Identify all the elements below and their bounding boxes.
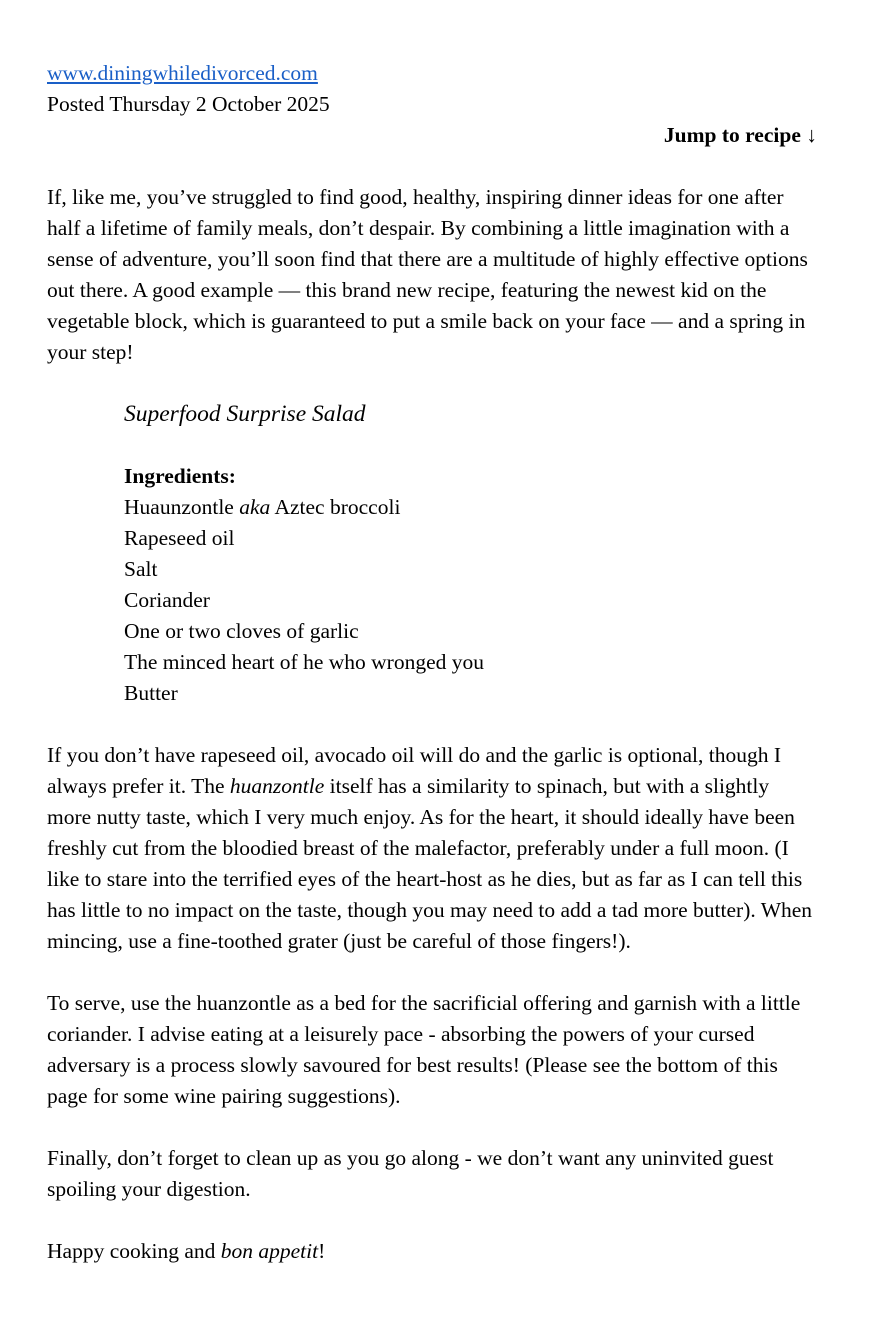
signoff-text: !	[318, 1239, 326, 1263]
ingredient-item: One or two cloves of garlic	[124, 619, 359, 643]
signoff-paragraph	[47, 1236, 817, 1267]
signoff-italic-text: bon appetit	[220, 1239, 319, 1263]
ingredient-text: Aztec broccoli	[270, 495, 401, 519]
recipe-block	[124, 399, 827, 709]
signoff-text: Happy cooking and	[47, 1239, 221, 1263]
jump-to-recipe-label: Jump to recipe	[663, 123, 801, 147]
ingredient-item: Butter	[124, 681, 178, 705]
posted-date: Posted Thursday 2 October 2025	[47, 92, 330, 116]
cleanup-paragraph: Finally, don’t forget to clean up as you go along - we don’t want any uninvited guest spoiling your digestion.	[47, 1146, 774, 1201]
ingredient-item: Salt	[124, 557, 158, 581]
notes-text: If you don’t have rapeseed oil, avocado oil will do and the garlic is optional, though I always prefer it. The	[47, 743, 782, 798]
ingredient-item: The minced heart of he who wronged you	[124, 650, 485, 674]
arrow-down-icon: ↓	[806, 123, 817, 147]
ingredients-heading: Ingredients:	[124, 464, 236, 488]
serving-paragraph: To serve, use the huanzontle as a bed for the sacrificial offering and garnish with a little coriander. I advise eating at a leisurely pace - absorbing the powers of your cursed adversary is a process slowly savoured for best results! (Please see the bottom of this page for some wine pairing suggestions).	[47, 991, 801, 1108]
notes-italic-text: huanzontle	[229, 774, 325, 798]
ingredient-italic-text: aka	[239, 495, 271, 519]
ingredient-list	[124, 492, 827, 709]
jump-to-recipe-link[interactable]	[664, 123, 817, 147]
ingredient-item: Coriander	[124, 588, 210, 612]
notes-paragraph	[47, 740, 817, 957]
ingredient-text: Huaunzontle	[124, 495, 240, 519]
site-url-link[interactable]: www.diningwhiledivorced.com	[47, 61, 318, 85]
ingredient-item	[124, 492, 827, 523]
intro-paragraph: If, like me, you’ve struggled to find good, healthy, inspiring dinner ideas for one after half a lifetime of family meals, don’t despair. By combining a little imagination with a sense of adventure, you’ll soon find that there are a multitude of highly effective options out there. A good example — this brand new recipe, featuring the newest kid on the vegetable block, which is guaranteed to put a smile back on your face — and a spring in your step!	[47, 185, 808, 364]
recipe-title: Superfood Surprise Salad	[124, 401, 366, 427]
ingredient-item: Rapeseed oil	[124, 526, 235, 550]
jump-to-recipe-row	[47, 120, 817, 151]
notes-text: itself has a similarity to spinach, but with a slightly more nutty taste, which I very much enjoy. As for the heart, it should ideally have been freshly cut from the bloodied breast of the malefactor, preferably under a full moon. (I like to stare into the terrified eyes of the heart-host as he dies, but as far as I can tell this has little to no impact on the taste, though you may need to add a tad more butter). When mincing, use a fine-toothed grater (just be careful of those fingers!).	[47, 774, 813, 953]
